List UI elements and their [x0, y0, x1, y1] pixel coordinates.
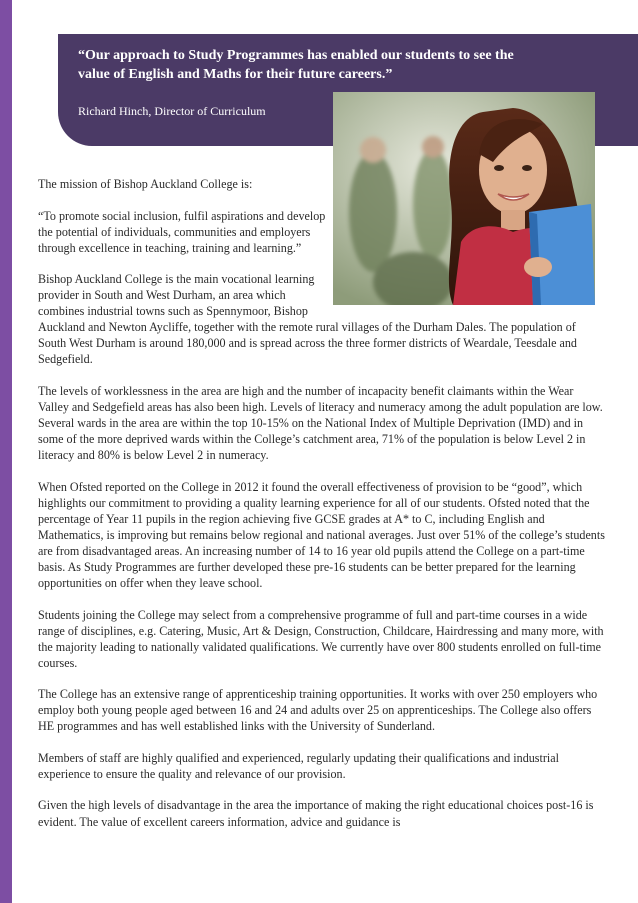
paragraph-provider: Bishop Auckland College is the main vocational learning provider in South and West Durham, an area which combines industrial towns such as Spennymoor, Bishop Auckland and Newton Aycliffe, together with the remote rural villages of the Durham Dales. The population of South West Durham is around 180,000 and is spread across the three former districts of Weardale, Teesdale and Sedgefield.	[38, 272, 577, 367]
quote-attribution: Richard Hinch, Director of Curriculum	[78, 104, 266, 118]
body-text	[38, 176, 606, 845]
paragraph-staff: Members of staff are highly qualified and experienced, regularly updating their qualifications and industrial experience to ensure the quality and relevance of our provision.	[38, 750, 559, 781]
paragraph-worklessness: The levels of worklessness in the area are high and the number of incapacity benefit claimants within the Wear Valley and Sedgefield areas has also been high. Levels of literacy and numeracy among the adult population are low. Several wards in the area are within the top 10-15% on the National Index of Multiple Deprivation (IMD) and in some of the more deprived wards within the College’s catchment area, 71% of the population is below Level 2 in literacy and 80% is below Level 2 in numeracy.	[38, 383, 603, 463]
paragraph-careers: Given the high levels of disadvantage in the area the importance of making the right educational choices post-16 is evident. The value of excellent careers information, advice and guidance is	[38, 798, 594, 829]
paragraph-apprenticeships: The College has an extensive range of apprenticeship training opportunities. It works with over 250 employers who employ both young people aged between 16 and 24 and adults over 25 on apprenticeships. The College also offers HE programmes and has well established links with the University of Sunderland.	[38, 687, 598, 734]
paragraph-ofsted: When Ofsted reported on the College in 2012 it found the overall effectiveness of provision to be “good”, which highlights our commitment to providing a quality learning experience for all of our students. Ofsted noted that the percentage of Year 11 pupils in the region achieving five GCSE grades at A* to C, including English and Mathematics, is improving but remains below regional and national averages. Just over 51% of the college’s students are from disadvantaged areas. An increasing number of 14 to 16 year old pupils attend the College on a part-time basis. As Study Programmes are further developed these pre-16 students can be better prepared for the learning opportunities on offer when they leave school.	[38, 479, 605, 590]
paragraph-mission-intro: The mission of Bishop Auckland College is:	[38, 177, 253, 191]
paragraph-courses: Students joining the College may select from a comprehensive programme of full and part-time courses in a wide range of disciplines, e.g. Catering, Music, Art & Design, Construction, Childcare, Hairdressing and many more, with the majority leading to nationally validated qualifications. We currently have over 800 students enrolled on full-time courses.	[38, 607, 604, 670]
pull-quote: “Our approach to Study Programmes has enabled our students to see the value of English and Maths for their future careers.”	[78, 48, 514, 82]
paragraph-mission-statement: “To promote social inclusion, fulfil aspirations and develop the potential of individuals, communities and employers through excellence in teaching, training and learning.”	[38, 208, 326, 255]
accent-sidebar-bar	[0, 0, 12, 903]
photo-wrap-space	[330, 176, 606, 313]
